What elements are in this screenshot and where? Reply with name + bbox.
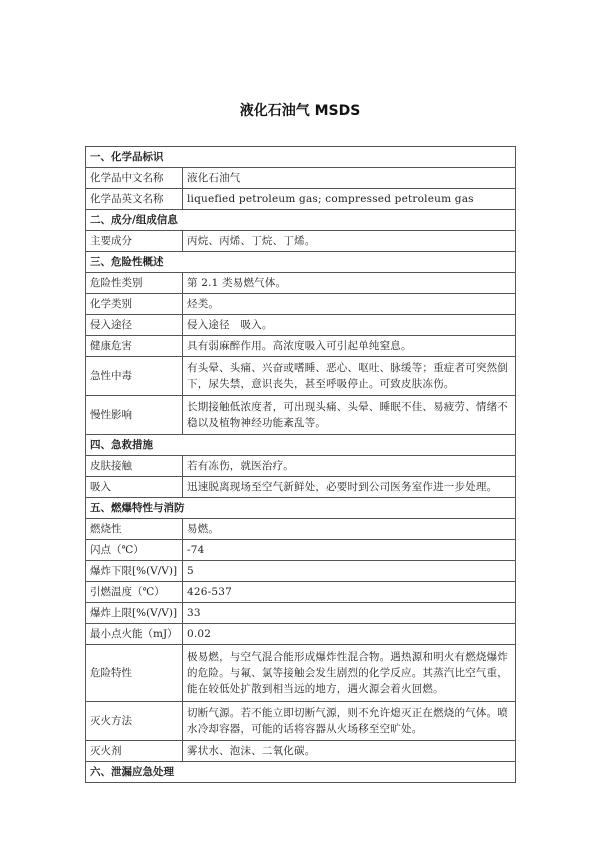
table-row <box>86 336 516 357</box>
row-label: 爆炸上限[%(V/V)] <box>86 603 183 624</box>
section-heading: 六、泄漏应急处理 <box>86 762 516 783</box>
section-heading: 一、化学品标识 <box>86 147 516 168</box>
row-value: 长期接触低浓度者，可出现头痛、头晕、睡眠不佳、易疲劳、情绪不稳以及植物神经功能紊乱等。 <box>183 396 516 435</box>
section-heading: 二、成分/组成信息 <box>86 210 516 231</box>
section-header-composition <box>86 210 516 231</box>
row-value: 烃类。 <box>183 294 516 315</box>
table-row <box>86 540 516 561</box>
row-label: 化学品英文名称 <box>86 189 183 210</box>
section-header-first-aid <box>86 435 516 456</box>
table-row <box>86 561 516 582</box>
document-title: 液化石油气 MSDS <box>239 103 361 119</box>
table-row <box>86 189 516 210</box>
table-row <box>86 702 516 741</box>
table-row <box>86 315 516 336</box>
row-value: 426-537 <box>183 582 516 603</box>
row-label: 化学类别 <box>86 294 183 315</box>
section-heading: 四、急救措施 <box>86 435 516 456</box>
table-row <box>86 294 516 315</box>
row-label: 吸入 <box>86 477 183 498</box>
row-value: 极易燃，与空气混合能形成爆炸性混合物。遇热源和明火有燃烧爆炸的危险。与氟、氯等接触会发生剧烈的化学反应。其蒸汽比空气重，能在较低处扩散到相当远的地方，遇火源会着火回燃。 <box>183 645 516 702</box>
row-label: 灭火剂 <box>86 741 183 762</box>
row-value: 有头晕、头痛、兴奋或嗜睡、恶心、呕吐、脉缓等；重症者可突然倒下，尿失禁，意识丧失，甚至呼吸停止。可致皮肤冻伤。 <box>183 357 516 396</box>
table-row <box>86 645 516 702</box>
row-value: -74 <box>183 540 516 561</box>
section-header-identification <box>86 147 516 168</box>
row-value: liquefied petroleum gas; compressed petroleum gas <box>183 189 516 210</box>
row-label: 化学品中文名称 <box>86 168 183 189</box>
table-row <box>86 396 516 435</box>
row-label: 慢性影响 <box>86 396 183 435</box>
section-header-hazards <box>86 252 516 273</box>
section-header-spill-response <box>86 762 516 783</box>
row-label: 闪点（℃） <box>86 540 183 561</box>
msds-table <box>85 146 516 783</box>
table-row <box>86 603 516 624</box>
section-heading: 五、燃爆特性与消防 <box>86 498 516 519</box>
table-row <box>86 582 516 603</box>
row-value: 丙烷、丙烯、丁烷、丁烯。 <box>183 231 516 252</box>
row-label: 侵入途径 <box>86 315 183 336</box>
table-row <box>86 231 516 252</box>
table-row <box>86 741 516 762</box>
row-label: 皮肤接触 <box>86 456 183 477</box>
row-value: 切断气源。若不能立即切断气源，则不允许熄灭正在燃烧的气体。喷水冷却容器，可能的话将容器从火场移至空旷处。 <box>183 702 516 741</box>
row-value: 0.02 <box>183 624 516 645</box>
section-heading: 三、危险性概述 <box>86 252 516 273</box>
row-value: 雾状水、泡沫、二氧化碳。 <box>183 741 516 762</box>
row-value: 具有弱麻醉作用。高浓度吸入可引起单纯窒息。 <box>183 336 516 357</box>
row-label: 最小点火能（mJ） <box>86 624 183 645</box>
row-value: 若有冻伤，就医治疗。 <box>183 456 516 477</box>
table-row <box>86 168 516 189</box>
table-row <box>86 357 516 396</box>
row-label: 危险性类别 <box>86 273 183 294</box>
row-value: 第 2.1 类易燃气体。 <box>183 273 516 294</box>
row-value: 33 <box>183 603 516 624</box>
table-row <box>86 477 516 498</box>
row-value: 液化石油气 <box>183 168 516 189</box>
row-label: 引燃温度（℃） <box>86 582 183 603</box>
row-label: 主要成分 <box>86 231 183 252</box>
row-label: 灭火方法 <box>86 702 183 741</box>
row-value: 侵入途径 吸入。 <box>183 315 516 336</box>
section-header-fire-explosion <box>86 498 516 519</box>
table-row <box>86 624 516 645</box>
row-label: 危险特性 <box>86 645 183 702</box>
table-row <box>86 273 516 294</box>
row-value: 5 <box>183 561 516 582</box>
row-label: 急性中毒 <box>86 357 183 396</box>
table-row <box>86 519 516 540</box>
row-value: 易燃。 <box>183 519 516 540</box>
row-value: 迅速脱离现场至空气新鲜处，必要时到公司医务室作进一步处理。 <box>183 477 516 498</box>
row-label: 健康危害 <box>86 336 183 357</box>
table-row <box>86 456 516 477</box>
row-label: 燃烧性 <box>86 519 183 540</box>
row-label: 爆炸下限[%(V/V)] <box>86 561 183 582</box>
